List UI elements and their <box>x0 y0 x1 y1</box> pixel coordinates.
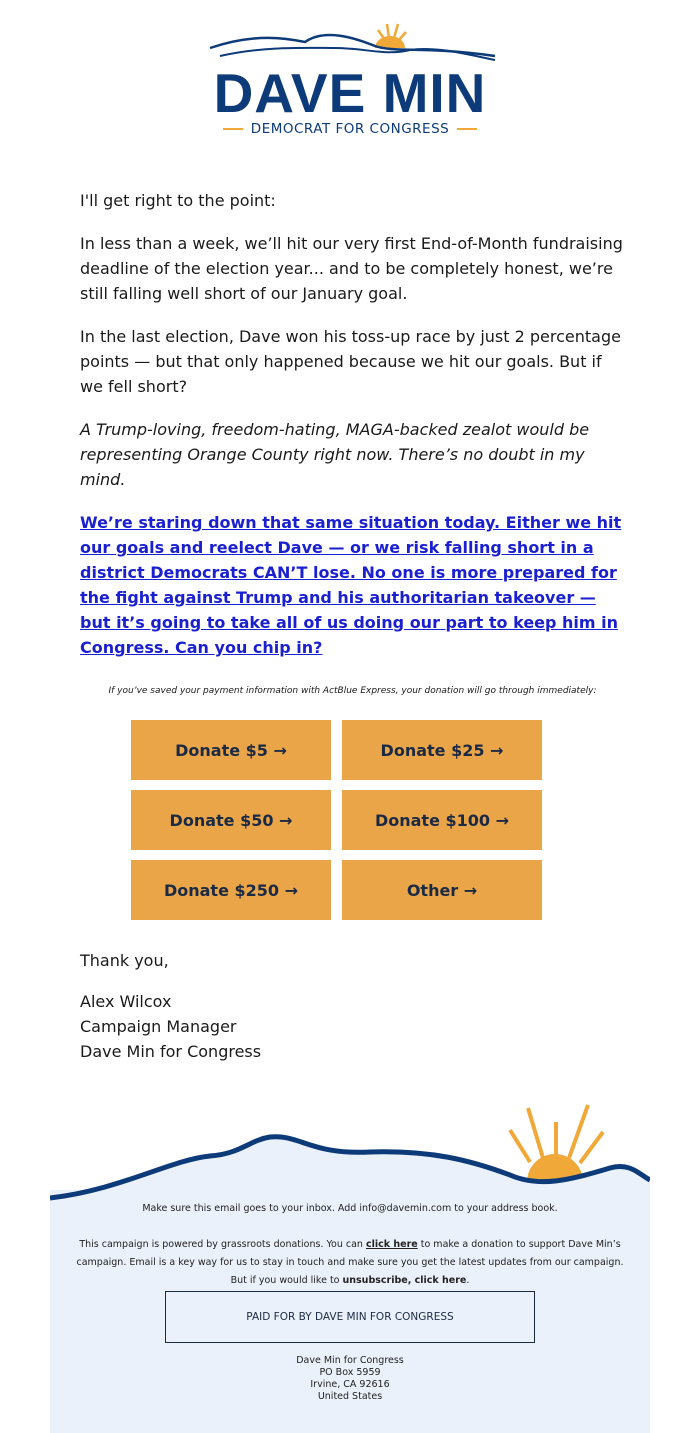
footer <box>50 1100 650 1433</box>
address-line: United States <box>317 1391 383 1402</box>
signer-name: Alex Wilcox <box>80 992 172 1011</box>
signature <box>80 989 625 1064</box>
signer-org: Dave Min for Congress <box>80 1042 262 1061</box>
text: . <box>466 1275 470 1286</box>
paragraph: In less than a week, we’ll hit our very first End-of-Month fundraising deadline of the election year... and to be completely honest, we’re still falling well short of our January goal. <box>80 234 623 303</box>
donate-50-button[interactable]: Donate $50 → <box>131 790 331 850</box>
address-line: Irvine, CA 92616 <box>310 1379 390 1390</box>
signer-title: Campaign Manager <box>80 1017 237 1036</box>
donate-100-button[interactable]: Donate $100 → <box>342 790 542 850</box>
donate-25-button[interactable]: Donate $25 → <box>342 720 542 780</box>
unsubscribe-link[interactable]: unsubscribe, click here <box>342 1275 467 1286</box>
paragraph: In the last election, Dave won his toss-up race by just 2 percentage points — but that only happened because we hit our goals. But if we fell short? <box>80 327 621 396</box>
logo-title: DAVE MIN <box>213 62 487 124</box>
donate-buttons <box>131 720 625 920</box>
grassroots-note <box>70 1236 630 1290</box>
email-body <box>80 188 625 1064</box>
text: This campaign is powered by grassroots donations. You can <box>79 1239 366 1250</box>
thanks: Thank you, <box>80 951 169 970</box>
paragraph-italic: A Trump-loving, freedom-hating, MAGA-backed zealot would be representing Orange County right now. There’s no doubt in my mind. <box>80 420 590 489</box>
actblue-note: If you’ve saved your payment information with ActBlue Express, your donation will go through immediately: <box>108 686 597 696</box>
mountain-sun-icon <box>50 1100 650 1210</box>
address-book-note: Make sure this email goes to your inbox. Add info@davemin.com to your address book. <box>142 1203 558 1214</box>
logo-subtitle: DEMOCRAT FOR CONGRESS <box>195 121 505 137</box>
donate-other-button[interactable]: Other → <box>342 860 542 920</box>
paid-for-box: PAID FOR BY DAVE MIN FOR CONGRESS <box>165 1291 535 1343</box>
donate-250-button[interactable]: Donate $250 → <box>131 860 331 920</box>
donate-link[interactable]: click here <box>365 1239 418 1250</box>
campaign-logo <box>195 18 505 143</box>
mailing-address <box>50 1355 650 1403</box>
donate-5-button[interactable]: Donate $5 → <box>131 720 331 780</box>
text: to make a donation to support Dave Min’s campaign. Email is a key way for us to stay in touch and make sure you get the latest updates from our campaign. But if you would like to <box>76 1239 624 1286</box>
address-line: PO Box 5959 <box>319 1367 381 1378</box>
paragraph: I'll get right to the point: <box>80 191 276 210</box>
mountain-sun-icon <box>195 18 505 68</box>
donate-cta-link[interactable]: We’re staring down that same situation today. Either we hit our goals and reelect Dave — or we risk falling short in a district Democrats CAN’T lose. No one is more prepared for the fight against Trump and his authoritarian takeover — but it’s going to take all of us doing our part to keep him in Congress. Can you chip in? <box>80 513 622 657</box>
address-line: Dave Min for Congress <box>296 1355 404 1366</box>
